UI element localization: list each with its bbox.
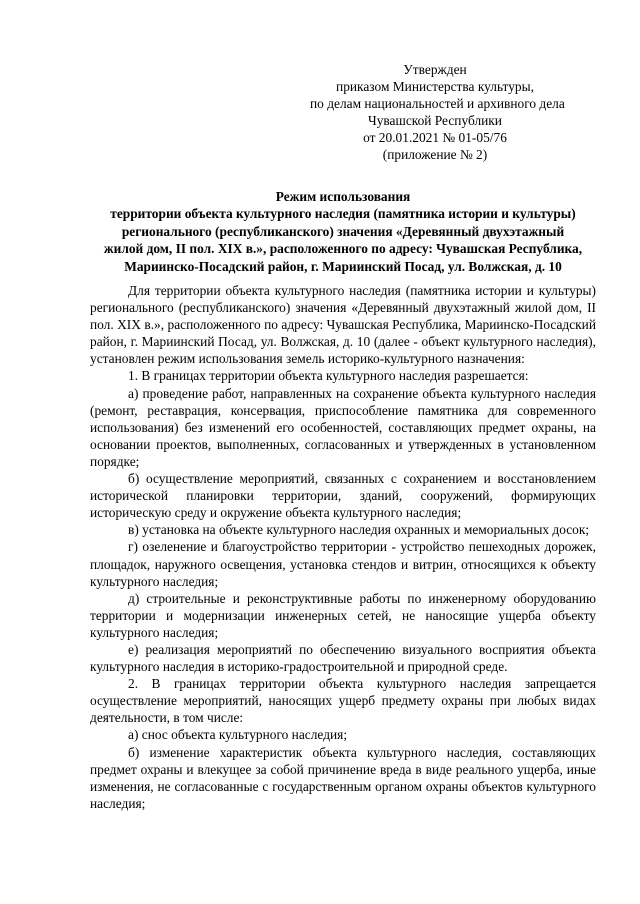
section-1-item-b: б) осуществление мероприятий, связанных с сохранением и восстановлением исторической планировки территории, зданий, сооружений, формирующих историческую среду и окружение объекта культурного наследия; [90, 471, 596, 521]
approval-stamp [310, 61, 565, 164]
approval-line: от 20.01.2021 № 01-05/76 [363, 130, 507, 146]
approval-line: Утвержден [403, 62, 467, 77]
title-line: Мариинско-Посадский район, г. Мариинский Посад, ул. Волжская, д. 10 [124, 258, 562, 274]
title-line: регионального (республиканского) значения «Деревянный двухэтажный [121, 223, 565, 239]
section-1-item-g: г) озеленение и благоустройство территории - устройство пешеходных дорожек, площадок, наружного освещения, установка стендов и витрин, относящихся к объекту культурного наследия; [90, 539, 596, 589]
approval-line: Чувашской Республики [368, 113, 502, 129]
title-line: Режим использования [275, 189, 411, 204]
section-1-item-d: д) строительные и реконструктивные работы по инженерному оборудованию территории и модернизации инженерных сетей, не наносящие ущерба объекту культурного наследия; [90, 590, 596, 640]
title-line: жилой дом, II пол. XIX в.», расположенного по адресу: Чувашская Республика, [103, 241, 583, 257]
section-1-item-e: е) реализация мероприятий по обеспечению визуального восприятия объекта культурного наследия в историко-градостроительной и природной среде. [90, 641, 596, 675]
section-2-heading: 2. В границах территории объекта культурного наследия запрещается осуществление мероприятий, наносящих ущерб предмету охраны при любых видах деятельности, в том числе: [90, 676, 596, 726]
section-2-item-a: а) снос объекта культурного наследия; [128, 727, 348, 743]
document-body [90, 282, 596, 812]
section-1-heading: 1. В границах территории объекта культурного наследия разрешается: [128, 368, 529, 384]
approval-line: по делам национальностей и архивного дела [310, 96, 565, 112]
document-title [78, 188, 608, 275]
approval-line: приказом Министерства культуры, [336, 79, 534, 95]
intro-paragraph: Для территории объекта культурного наследия (памятника истории и культуры) регионального (республиканского) значения «Деревянный двухэтажный жилой дом, II пол. XIX в.», расположенного по адресу: Чувашская Республика, Мариинско-Посадский район, г. Мариинский Посад, ул. Волжская, д. 10 (далее - объект культурного наследия), установлен режим использования земель историко-культурного назначения: [90, 283, 596, 367]
section-1-item-v: в) установка на объекте культурного наследия охранных и мемориальных досок; [128, 522, 590, 538]
section-2-item-b: б) изменение характеристик объекта культурного наследия, составляющих предмет охраны и влекущее за собой причинение вреда в виде реального ущерба, иные изменения, не согласованные с государственным органом охраны объектов культурного наследия; [90, 744, 596, 811]
section-1-item-a: а) проведение работ, направленных на сохранение объекта культурного наследия (ремонт, реставрация, консервация, приспособление памятника для современного использования) без изменений его особенностей, составляющих предмет охраны, на основании проектов, выполненных, согласованных и утвержденных в установленном порядке; [90, 385, 596, 469]
title-line: территории объекта культурного наследия (памятника истории и культуры) [110, 206, 576, 222]
approval-line: (приложение № 2) [382, 147, 488, 163]
